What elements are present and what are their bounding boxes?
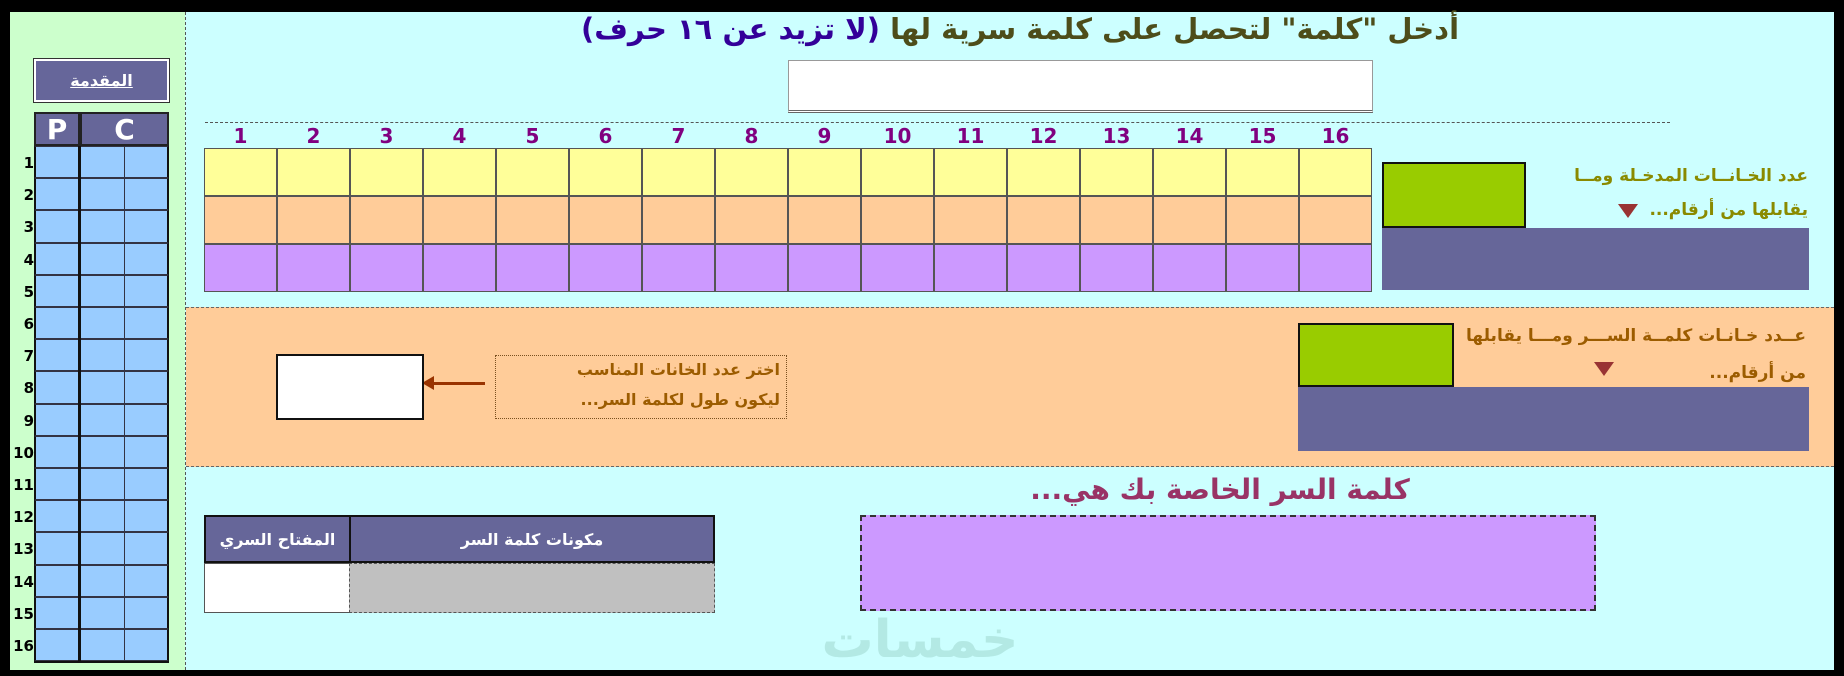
grid-cell[interactable] [350, 148, 423, 196]
components-header: مكونات كلمة السر [349, 515, 715, 563]
column-number: 6 [598, 124, 613, 148]
grid-cell[interactable] [1299, 148, 1372, 196]
grid-cell [1080, 196, 1153, 244]
c-cell [80, 178, 125, 210]
c-cell [124, 565, 169, 597]
grid-cell[interactable] [204, 148, 277, 196]
length-hint-line2: ليكون طول لكلمة السر... [580, 390, 780, 409]
c-cell [124, 532, 169, 564]
sidebar-column-divider [78, 146, 81, 661]
row-number: 16 [13, 637, 34, 655]
entered-cells-label-line1: عدد الخـانــات المدخـلة ومــا [1574, 166, 1808, 186]
c-cell [124, 275, 169, 307]
column-number: 15 [1248, 124, 1277, 148]
grid-cell [1299, 196, 1372, 244]
c-cell [124, 146, 169, 178]
grid-cell [788, 244, 861, 292]
column-number: 4 [452, 124, 467, 148]
sidebar-table-bottom [34, 661, 169, 663]
length-hint-box [495, 355, 787, 419]
p-cell [34, 339, 80, 371]
c-cell [80, 243, 125, 275]
down-arrow-icon [1594, 362, 1614, 376]
c-cell [80, 597, 125, 629]
intro-button[interactable]: المقدمة [34, 59, 169, 102]
row-number: 14 [13, 572, 34, 591]
p-cell [34, 468, 80, 500]
column-header-c: C [80, 112, 169, 146]
grid-cell [642, 196, 715, 244]
c-cell [124, 629, 169, 661]
column-number: 8 [744, 124, 759, 148]
password-cells-count-box [1298, 323, 1454, 387]
password-cells-label-line2: من أرقام... [1709, 363, 1806, 383]
c-cell [124, 243, 169, 275]
grid-cell [1153, 196, 1226, 244]
c-cell [124, 500, 169, 532]
grid-cell[interactable] [496, 148, 569, 196]
grid-cell [350, 244, 423, 292]
p-cell [34, 371, 80, 403]
column-number: 1 [233, 124, 248, 148]
column-number: 12 [1029, 124, 1058, 148]
grid-cell[interactable] [788, 148, 861, 196]
secret-key-header: المفتاح السري [204, 515, 351, 563]
grid-cell [496, 244, 569, 292]
grid-cell [423, 196, 496, 244]
column-number: 11 [956, 124, 985, 148]
c-cell [124, 339, 169, 371]
column-number: 14 [1175, 124, 1204, 148]
column-number: 9 [817, 124, 832, 148]
grid-cell [569, 196, 642, 244]
grid-cell [934, 244, 1007, 292]
grid-cell [350, 196, 423, 244]
row-number: 4 [23, 250, 34, 269]
secret-key-cell[interactable] [204, 563, 351, 613]
result-title: كلمة السر الخاصة بك هي... [1030, 473, 1410, 506]
c-cell [124, 178, 169, 210]
grid-cell [861, 244, 934, 292]
column-number: 5 [525, 124, 540, 148]
c-cell [80, 404, 125, 436]
page-title [200, 12, 1840, 46]
grid-cell [496, 196, 569, 244]
p-cell [34, 404, 80, 436]
grid-cell[interactable] [642, 148, 715, 196]
grid-cell [1226, 244, 1299, 292]
grid-cell[interactable] [715, 148, 788, 196]
password-cells-label-line1: عــدد خـانـات كلمــة الســـر ومـــا يقابلها [1466, 326, 1806, 346]
p-cell [34, 500, 80, 532]
row-number: 15 [13, 604, 34, 623]
grid-cell[interactable] [1226, 148, 1299, 196]
grid-cell[interactable] [423, 148, 496, 196]
row-number: 7 [23, 347, 34, 366]
word-input[interactable] [788, 60, 1373, 113]
grid-cell[interactable] [1153, 148, 1226, 196]
grid-cell [204, 244, 277, 292]
c-cell [80, 371, 125, 403]
grid-cell [569, 244, 642, 292]
column-number: 13 [1102, 124, 1131, 148]
grid-cell [1299, 244, 1372, 292]
grid-cell [788, 196, 861, 244]
components-cell [349, 563, 715, 613]
grid-cell [204, 196, 277, 244]
row-number: 10 [13, 443, 34, 462]
grid-cell[interactable] [569, 148, 642, 196]
grid-cell [715, 244, 788, 292]
grid-cell [1226, 196, 1299, 244]
row-number: 13 [13, 540, 34, 559]
c-cell [124, 597, 169, 629]
column-header-p: P [34, 112, 80, 146]
grid-cell [715, 196, 788, 244]
c-cell [124, 468, 169, 500]
c-cell [80, 275, 125, 307]
password-cells-numbers-bar [1298, 387, 1809, 451]
grid-row [204, 244, 1372, 292]
grid-cell [642, 244, 715, 292]
length-hint-line1: اختر عدد الخانات المناسب [576, 360, 780, 379]
c-cell [80, 436, 125, 468]
grid-cell[interactable] [861, 148, 934, 196]
left-arrow-icon [430, 382, 485, 385]
down-arrow-icon [1618, 204, 1638, 218]
c-cell [80, 210, 125, 242]
p-cell [34, 565, 80, 597]
grid-row [204, 148, 1372, 196]
grid-cell [934, 196, 1007, 244]
c-cell [80, 339, 125, 371]
entered-cells-label-line2: يقابلها من أرقام... [1649, 200, 1808, 220]
grid-cell [423, 244, 496, 292]
column-number: 3 [379, 124, 394, 148]
grid-cell[interactable] [934, 148, 1007, 196]
p-cell [34, 597, 80, 629]
grid-cell [1007, 244, 1080, 292]
grid-cell[interactable] [277, 148, 350, 196]
c-cell [124, 436, 169, 468]
p-cell [34, 275, 80, 307]
c-cell [80, 468, 125, 500]
c-cell [124, 210, 169, 242]
grid-cell [277, 196, 350, 244]
grid-cell [1080, 244, 1153, 292]
p-cell [34, 146, 80, 178]
column-number: 16 [1321, 124, 1350, 148]
c-cell [124, 307, 169, 339]
p-cell [34, 307, 80, 339]
watermark-logo: خمسات [821, 610, 1019, 670]
c-cell [80, 500, 125, 532]
grid-cell [1153, 244, 1226, 292]
title-limit: (لا تزيد عن ١٦ حرف) [580, 12, 880, 46]
title-instruction: أدخل "كلمة" لتحصل على كلمة سرية لها [890, 12, 1460, 46]
p-cell [34, 243, 80, 275]
c-cell [80, 629, 125, 661]
grid-cell [277, 244, 350, 292]
c-cell [80, 565, 125, 597]
row-number: 11 [13, 476, 34, 494]
grid-divider [205, 122, 1670, 123]
entered-cells-count-box [1382, 162, 1526, 228]
p-cell [34, 210, 80, 242]
grid-row [204, 196, 1372, 244]
row-number: 9 [23, 411, 34, 430]
column-number: 2 [306, 124, 321, 148]
grid-cell [861, 196, 934, 244]
length-select[interactable] [276, 354, 424, 420]
entered-cells-numbers-bar [1382, 228, 1809, 290]
row-number: 6 [23, 315, 34, 333]
c-cell [124, 404, 169, 436]
grid-cell[interactable] [1080, 148, 1153, 196]
row-number: 2 [23, 186, 34, 205]
result-box [860, 515, 1596, 611]
c-cell [124, 371, 169, 403]
p-cell [34, 436, 80, 468]
grid-cell[interactable] [1007, 148, 1080, 196]
column-number: 7 [671, 124, 686, 148]
row-number: 12 [13, 508, 34, 527]
grid-cell [1007, 196, 1080, 244]
c-cell [80, 307, 125, 339]
c-cell [80, 532, 125, 564]
p-cell [34, 178, 80, 210]
c-cell [80, 146, 125, 178]
row-number: 5 [23, 282, 34, 301]
row-number: 1 [23, 154, 34, 172]
p-cell [34, 532, 80, 564]
column-number: 10 [883, 124, 912, 148]
row-number: 3 [23, 218, 34, 237]
row-number: 8 [23, 379, 34, 398]
p-cell [34, 629, 80, 661]
